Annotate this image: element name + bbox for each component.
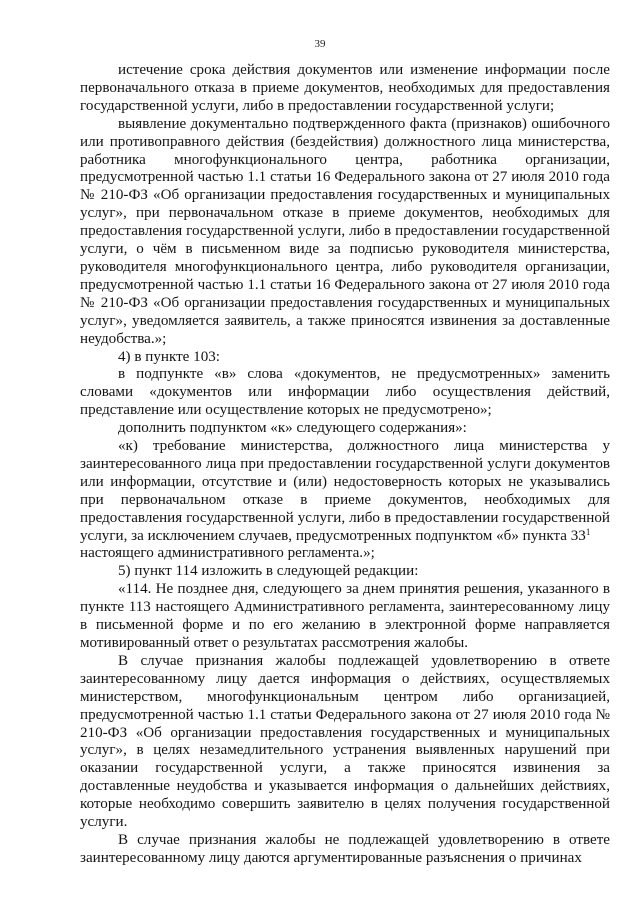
subitem-k-text: «к) требование министерства, должностного лица министерства у заинтересованного лица при предоставлении государственной услуги документов или информации, отсутствие и (или) недостоверность которых не указывались при первоначальном отказе в приеме документов, необходимых для предоставления государственной услуги, либо в предоставлении государственной услуги, за исключением случаев, предусмотренных подпунктом «б» пункта 33 bbox=[80, 438, 610, 544]
footnote-mark: 1 bbox=[585, 526, 591, 537]
document-body bbox=[80, 62, 610, 868]
paragraph-subitem-k bbox=[80, 438, 610, 545]
paragraph-expiry: истечение срока действия документов или изменение информации после первоначального отказа в приеме документов, необходимых для предоставления государственной услуги, либо в предоставлении государственной услуги; bbox=[80, 62, 610, 114]
paragraph-subitem-v: в подпункте «в» слова «документов, не предусмотренных» заменить словами «документов или информации либо осуществления действий, представление или осуществление которых не предусмотрено»; bbox=[80, 366, 610, 419]
paragraph-114: «114. Не позднее дня, следующего за днем принятия решения, указанного в пункте 113 настоящего Административного регламента, заинтересованному лицу в письменной форме и по его желанию в электронной форме направляется мотивированный ответ о результатах рассмотрения жалобы. bbox=[80, 581, 610, 651]
paragraph-subitem-k-end: настоящего административного регламента.»; bbox=[80, 545, 375, 562]
paragraph-add-subitem-k: дополнить подпунктом «к» следующего содержания»: bbox=[118, 420, 467, 437]
paragraph-violation: выявление документально подтвержденного факта (признаков) ошибочного или противоправного действия (бездействия) должностного лица министерства, работника многофункционального центра, работника организации, предусмотренной частью 1.1 статьи 16 Федерального закона от 27 июля 2010 года № 210-ФЗ «Об организации предоставления государственных и муниципальных услуг», при первоначальном отказе в приеме документов, необходимых для предоставления государственной услуги, либо в предоставлении государственной услуги, о чём в письменном виде за подписью руководителя министерства, руководителя многофункционального центра, либо руководителя организации, предусмотренной частью 1.1 статьи 16 Федерального закона от 27 июля 2010 года № 210-ФЗ «Об организации предоставления государственных и муниципальных услуг», уведомляется заявитель, а также приносятся извинения за доставленные неудобства.»; bbox=[80, 115, 610, 347]
paragraph-item-4: 4) в пункте 103: bbox=[118, 348, 220, 365]
paragraph-item-5: 5) пункт 114 изложить в следующей редакции: bbox=[118, 563, 419, 580]
page-number: 39 bbox=[314, 38, 326, 50]
paragraph-not-satisfied: В случае признания жалобы не подлежащей удовлетворению в ответе заинтересованному лицу даются аргументированные разъяснения о причинах bbox=[80, 831, 610, 866]
paragraph-satisfied: В случае признания жалобы подлежащей удовлетворению в ответе заинтересованному лицу дается информация о действиях, осуществляемых министерством, многофункциональным центром либо организацией, предусмотренной частью 1.1 статьи Федерального закона от 27 июля 2010 года № 210-ФЗ «Об организации предоставления государственных и муниципальных услуг», в целях незамедлительного устранения выявленных нарушений при оказании государственной услуги, а также приносятся извинения за доставленные неудобства и указывается информация о дальнейших действиях, которые необходимо совершить заявителю в целях получения государственной услуги. bbox=[80, 652, 610, 831]
